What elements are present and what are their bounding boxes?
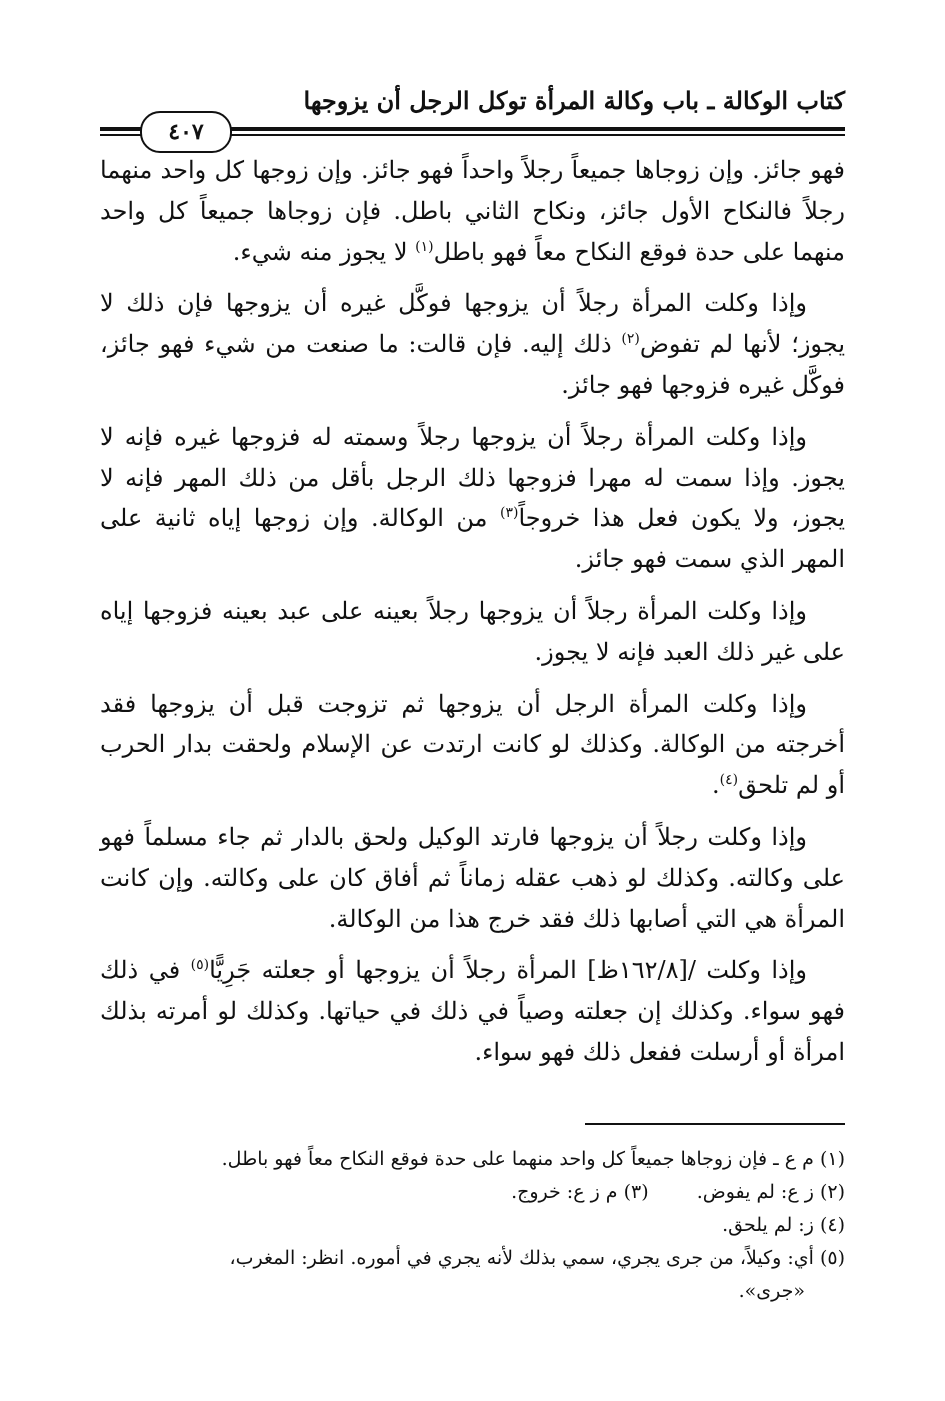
footnote-number: (٤) bbox=[819, 1214, 845, 1236]
footnote bbox=[697, 1176, 845, 1209]
paragraph bbox=[100, 817, 845, 939]
footnote bbox=[100, 1242, 845, 1275]
footnote-text: م ع ـ فإن زوجاها جميعاً كل واحد منهما على حدة فوقع النكاح معاً فهو باطل. bbox=[221, 1148, 814, 1170]
footnote-separator bbox=[585, 1123, 845, 1125]
page-number: ٤٠٧ bbox=[168, 119, 204, 145]
footnote-ref[interactable]: (٥) bbox=[190, 957, 210, 974]
paragraph-text: وإذا وكلت المرأة رجلاً أن يزوجها رجلاً بعينه على عبد بعينه فزوجها إياه على غير ذلك العبد فإنه لا يجوز. bbox=[100, 596, 845, 666]
paragraph-text: ذلك إليه. فإن قالت: ما صنعت من شيء فهو جائز، فوكَّل غيره فزوجها فهو جائز. bbox=[100, 330, 845, 399]
footnote-number: (٥) bbox=[819, 1247, 845, 1269]
footnotes bbox=[100, 1143, 845, 1308]
page-number-badge bbox=[140, 111, 232, 153]
paragraph-text: في ذلك فهو سواء. وكذلك إن جعلته وصياً في ذلك في حياتها. وكذلك لو أمرته بذلك امرأة أو أرسلت ففعل ذلك فهو سواء. bbox=[100, 956, 845, 1066]
paragraph-text: . bbox=[711, 771, 720, 800]
footnote-text: م ز ع: خروج. bbox=[511, 1181, 618, 1203]
paragraph-text: لا يجوز منه شيء. bbox=[232, 237, 416, 266]
paragraph bbox=[100, 591, 845, 673]
paragraph bbox=[100, 684, 845, 806]
footnote-ref[interactable]: (٤) bbox=[719, 772, 739, 789]
footnote-text: ز: لم يلحق. bbox=[722, 1214, 814, 1236]
footnote-number: (٢) bbox=[819, 1181, 845, 1203]
footnote-text: ز ع: لم يفوض. bbox=[696, 1181, 814, 1203]
paragraph bbox=[100, 417, 845, 580]
paragraph-text: وإذا وكلت المرأة الرجل أن يزوجها ثم تزوجت قبل أن يزوجها فقد أخرجته من الوكالة. وكذلك لو كانت ارتدت عن الإسلام ولحقت بدار الحرب أو لم تلحق bbox=[100, 689, 845, 800]
paragraph-text: وإذا وكلت المرأة رجلاً أن يزوجها فوكَّل غيره أن يزوجها فإن ذلك لا يجوز؛ لأنها لم تفوض bbox=[100, 289, 845, 359]
footnote-ref[interactable]: (٢) bbox=[621, 331, 640, 348]
footnote bbox=[511, 1176, 649, 1209]
footnote-ref[interactable]: (١) bbox=[415, 238, 434, 255]
footnote-number: (٣) bbox=[623, 1181, 649, 1203]
footnote-number: (١) bbox=[819, 1148, 845, 1170]
paragraph bbox=[100, 283, 845, 405]
main-text bbox=[100, 150, 845, 1084]
paragraph-text: وإذا وكلت رجلاً أن يزوجها فارتد الوكيل ولحق بالدار ثم جاء مسلماً فهو على وكالته. وكذلك لو ذهب عقله زماناً ثم أفاق كان على وكالته. وإن كانت المرأة هي التي أصابها ذلك فقد خرج هذا من الوكالة. bbox=[100, 822, 845, 933]
running-header-title: كتاب الوكالة ـ باب وكالة المرأة توكل الرجل أن يزوجها bbox=[303, 86, 845, 115]
paragraph-text: فهو جائز. وإن زوجاها جميعاً رجلاً واحداً فهو جائز. وإن زوجها كل واحد منهما رجلاً فالنكاح الأول جائز، ونكاح الثاني باطل. فإن زوجاها جميعاً كل واحد منهما على حدة فوقع النكاح معاً فهو باطل bbox=[100, 156, 845, 266]
footnote-row bbox=[100, 1176, 845, 1209]
paragraph-text: وإذا وكلت /[١٦٢/٨ظ] المرأة رجلاً أن يزوجها أو جعلته جَرِيًّا bbox=[209, 956, 808, 985]
paragraph bbox=[100, 150, 845, 272]
footnote-continuation: «جرى». bbox=[738, 1280, 805, 1302]
footnote-text: أي: وكيلاً، من جرى يجري، سمي بذلك لأنه يجري في أموره. انظر: المغرب، bbox=[229, 1247, 814, 1269]
footnote bbox=[100, 1209, 845, 1242]
paragraph bbox=[100, 950, 845, 1072]
footnote-ref[interactable]: (٣) bbox=[500, 505, 519, 522]
paragraph-text: وإذا وكلت المرأة رجلاً أن يزوجها رجلاً وسمته له فزوجها غيره فإنه لا يجوز. وإذا سمت له مهرا فزوجها ذلك الرجل بأقل من ذلك المهر فإنه لا يجوز، ولا يكون فعل هذا خروجاً bbox=[100, 422, 845, 533]
footnote bbox=[100, 1143, 845, 1176]
paragraph-text: من الوكالة. وإن زوجها إياه ثانية على المهر الذي سمت فهو جائز. bbox=[100, 504, 845, 574]
